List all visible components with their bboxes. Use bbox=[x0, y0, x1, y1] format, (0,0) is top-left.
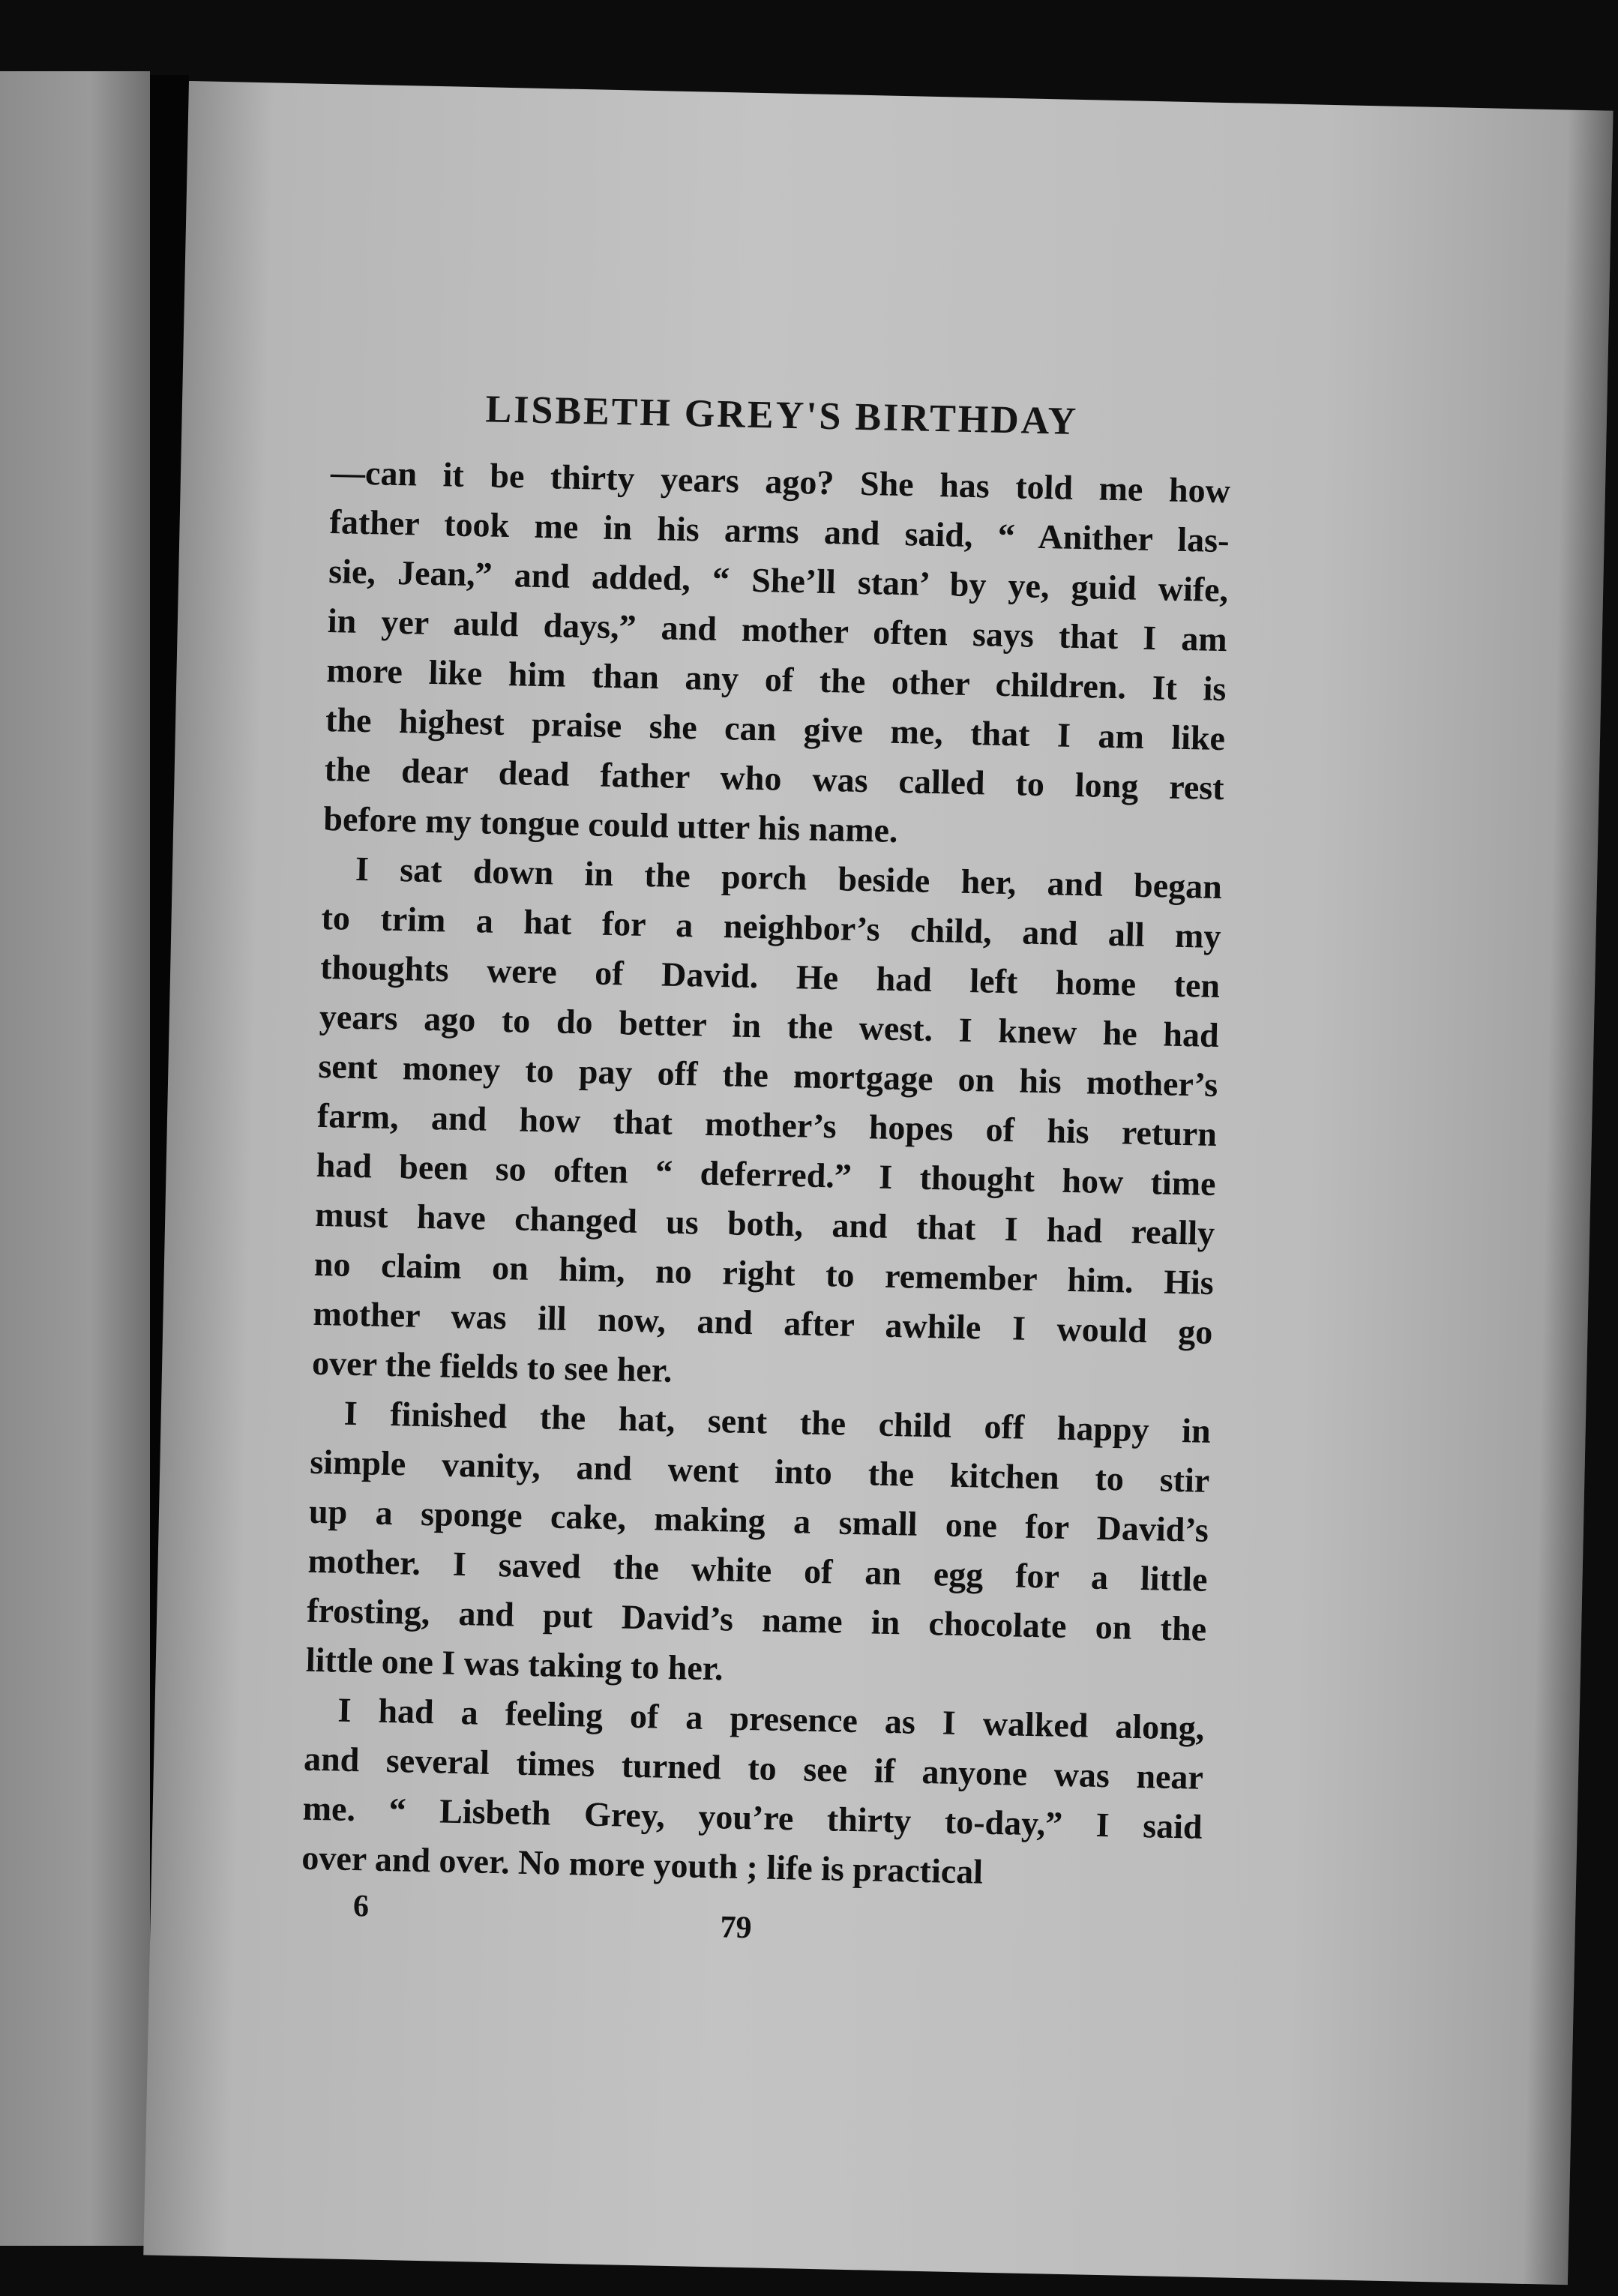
text-line: I sat down in the porch beside her, and began bbox=[355, 849, 1223, 907]
text-line: over and over. No more youth ; life is practical bbox=[301, 1838, 984, 1891]
running-head: LISBETH GREY'S BIRTHDAY bbox=[485, 388, 1079, 443]
page-edge-shadow bbox=[1523, 110, 1614, 2286]
text-line: over the fields to see her. bbox=[311, 1343, 673, 1389]
text-line: before my tongue could utter his name. bbox=[322, 799, 899, 850]
text-line: must have changed us both, and that I had really bbox=[314, 1194, 1215, 1252]
text-line: the highest praise she can give me, that I am like bbox=[325, 700, 1226, 758]
text-line: mother was ill now, and after awhile I would go bbox=[313, 1293, 1213, 1351]
book-page bbox=[143, 81, 1613, 2285]
signature-mark: 6 bbox=[352, 1889, 370, 1924]
text-line: to trim a hat for a neighbor’s child, and all my bbox=[321, 898, 1221, 956]
facing-page-edge bbox=[0, 71, 150, 2246]
text-line: mother. I saved the white of an egg for a little bbox=[307, 1541, 1208, 1599]
text-line: I had a feeling of a presence as I walked along, bbox=[337, 1690, 1205, 1747]
text-line: in yer auld days,” and mother often says that I am bbox=[327, 601, 1228, 659]
text-line: more like him than any of the other children. It is bbox=[326, 651, 1227, 709]
text-line: had been so often “ deferred.” I thought how time bbox=[316, 1145, 1217, 1203]
text-line: —can it be thirty years ago? She has told me how bbox=[330, 453, 1231, 511]
text-line: father took me in his arms and said, “ Anither las- bbox=[329, 502, 1230, 560]
body-text bbox=[301, 448, 1231, 1902]
text-line: I finished the hat, sent the child off happy in bbox=[343, 1393, 1212, 1450]
text-line: frosting, and put David’s name in chocolate on the bbox=[306, 1590, 1207, 1648]
text-line: up a sponge cake, making a small one for David’s bbox=[308, 1491, 1209, 1549]
text-line: little one I was taking to her. bbox=[305, 1640, 724, 1688]
paragraph bbox=[301, 1685, 1205, 1902]
text-line: sent money to pay off the mortgage on his mother’s bbox=[317, 1046, 1218, 1105]
text-line: years ago to do better in the west. I knew he had bbox=[319, 997, 1220, 1055]
page-content bbox=[300, 384, 1232, 1959]
page-number: 79 bbox=[720, 1910, 753, 1946]
paragraph bbox=[305, 1388, 1211, 1704]
text-line: me. “ Lisbeth Grey, you’re thirty to-day,” I said bbox=[302, 1788, 1203, 1846]
text-line: sie, Jean,” and added, “ She’ll stan’ by ye, guid wife, bbox=[328, 552, 1229, 610]
text-line: simple vanity, and went into the kitchen to stir bbox=[309, 1442, 1210, 1500]
paragraph bbox=[312, 844, 1223, 1407]
text-line: thoughts were of David. He had left home ten bbox=[319, 947, 1221, 1006]
text-line: farm, and how that mother’s hopes of his return bbox=[316, 1096, 1218, 1154]
text-line: the dear dead father who was called to long rest bbox=[324, 749, 1225, 808]
paragraph bbox=[323, 448, 1231, 862]
text-line: no claim on him, no right to remember him. His bbox=[313, 1244, 1215, 1302]
text-line: and several times turned to see if anyone was near bbox=[303, 1739, 1204, 1797]
